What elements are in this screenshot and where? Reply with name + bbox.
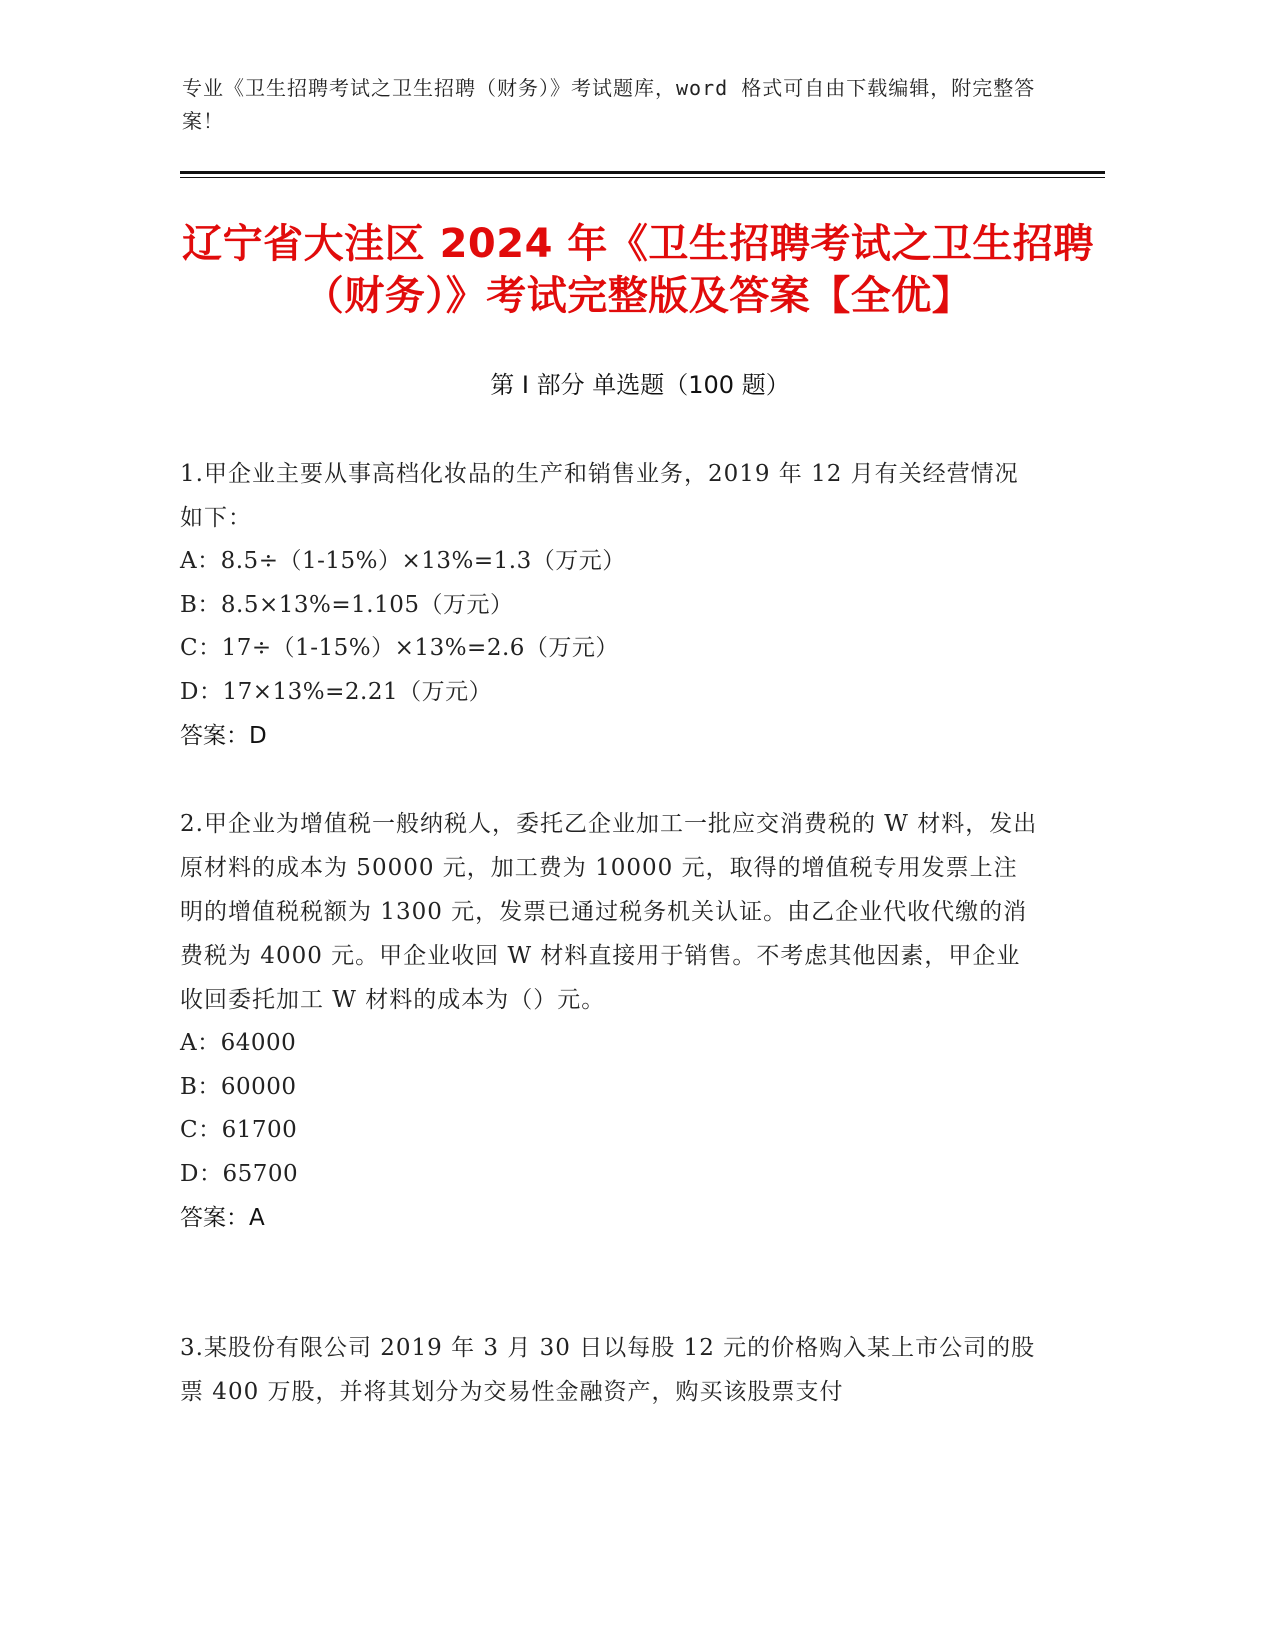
header-divider-thin [180,177,1105,178]
document-title: 辽宁省大洼区 2024 年《卫生招聘考试之卫生招聘（财务）》考试完整版及答案【全优】 [182,221,1094,319]
question-1 [180,452,1040,758]
question-stem: 1.甲企业主要从事高档化妆品的生产和销售业务，2019 年 12 月有关经营情况如下： [180,461,1019,531]
section-title: 第 I 部分 单选题（100 题） [490,371,790,399]
question-2 [180,802,1040,1240]
option-c: C：17÷（1-15%）×13%=2.6（万元） [180,635,619,661]
option-a: A：8.5÷（1-15%）×13%=1.3（万元） [180,548,626,574]
option-d: D：65700 [180,1160,299,1187]
option-c: C：61700 [180,1117,298,1143]
option-b: B：8.5×13%=1.105（万元） [180,591,514,618]
option-a: A：64000 [180,1030,297,1056]
header-note: 专业《卫生招聘考试之卫生招聘（财务）》考试题库，word 格式可自由下载编辑，附完整答案！ [182,76,1036,133]
header-divider-thick [180,171,1105,174]
option-d: D：17×13%=2.21（万元） [180,678,493,705]
answer: 答案：A [180,1205,265,1231]
question-stem: 3.某股份有限公司 2019 年 3 月 30 日以每股 12 元的价格购入某上市公司的股票 400 万股，并将其划分为交易性金融资产，购买该股票支付 [180,1335,1036,1405]
option-b: B：60000 [180,1073,297,1100]
question-3 [180,1326,1040,1414]
question-stem: 2.甲企业为增值税一般纳税人，委托乙企业加工一批应交消费税的 W 材料，发出原材料的成本为 50000 元，加工费为 10000 元，取得的增值税专用发票上注明的增值税税额为 1300 元，发票已通过税务机关认证。由乙企业代收代缴的消费税为 4000 元。甲企业收回 W 材料直接用于销售。不考虑其他因素，甲企业收回委托加工 W 材料的成本为（）元。 [180,811,1038,1013]
answer: 答案：D [180,723,267,749]
